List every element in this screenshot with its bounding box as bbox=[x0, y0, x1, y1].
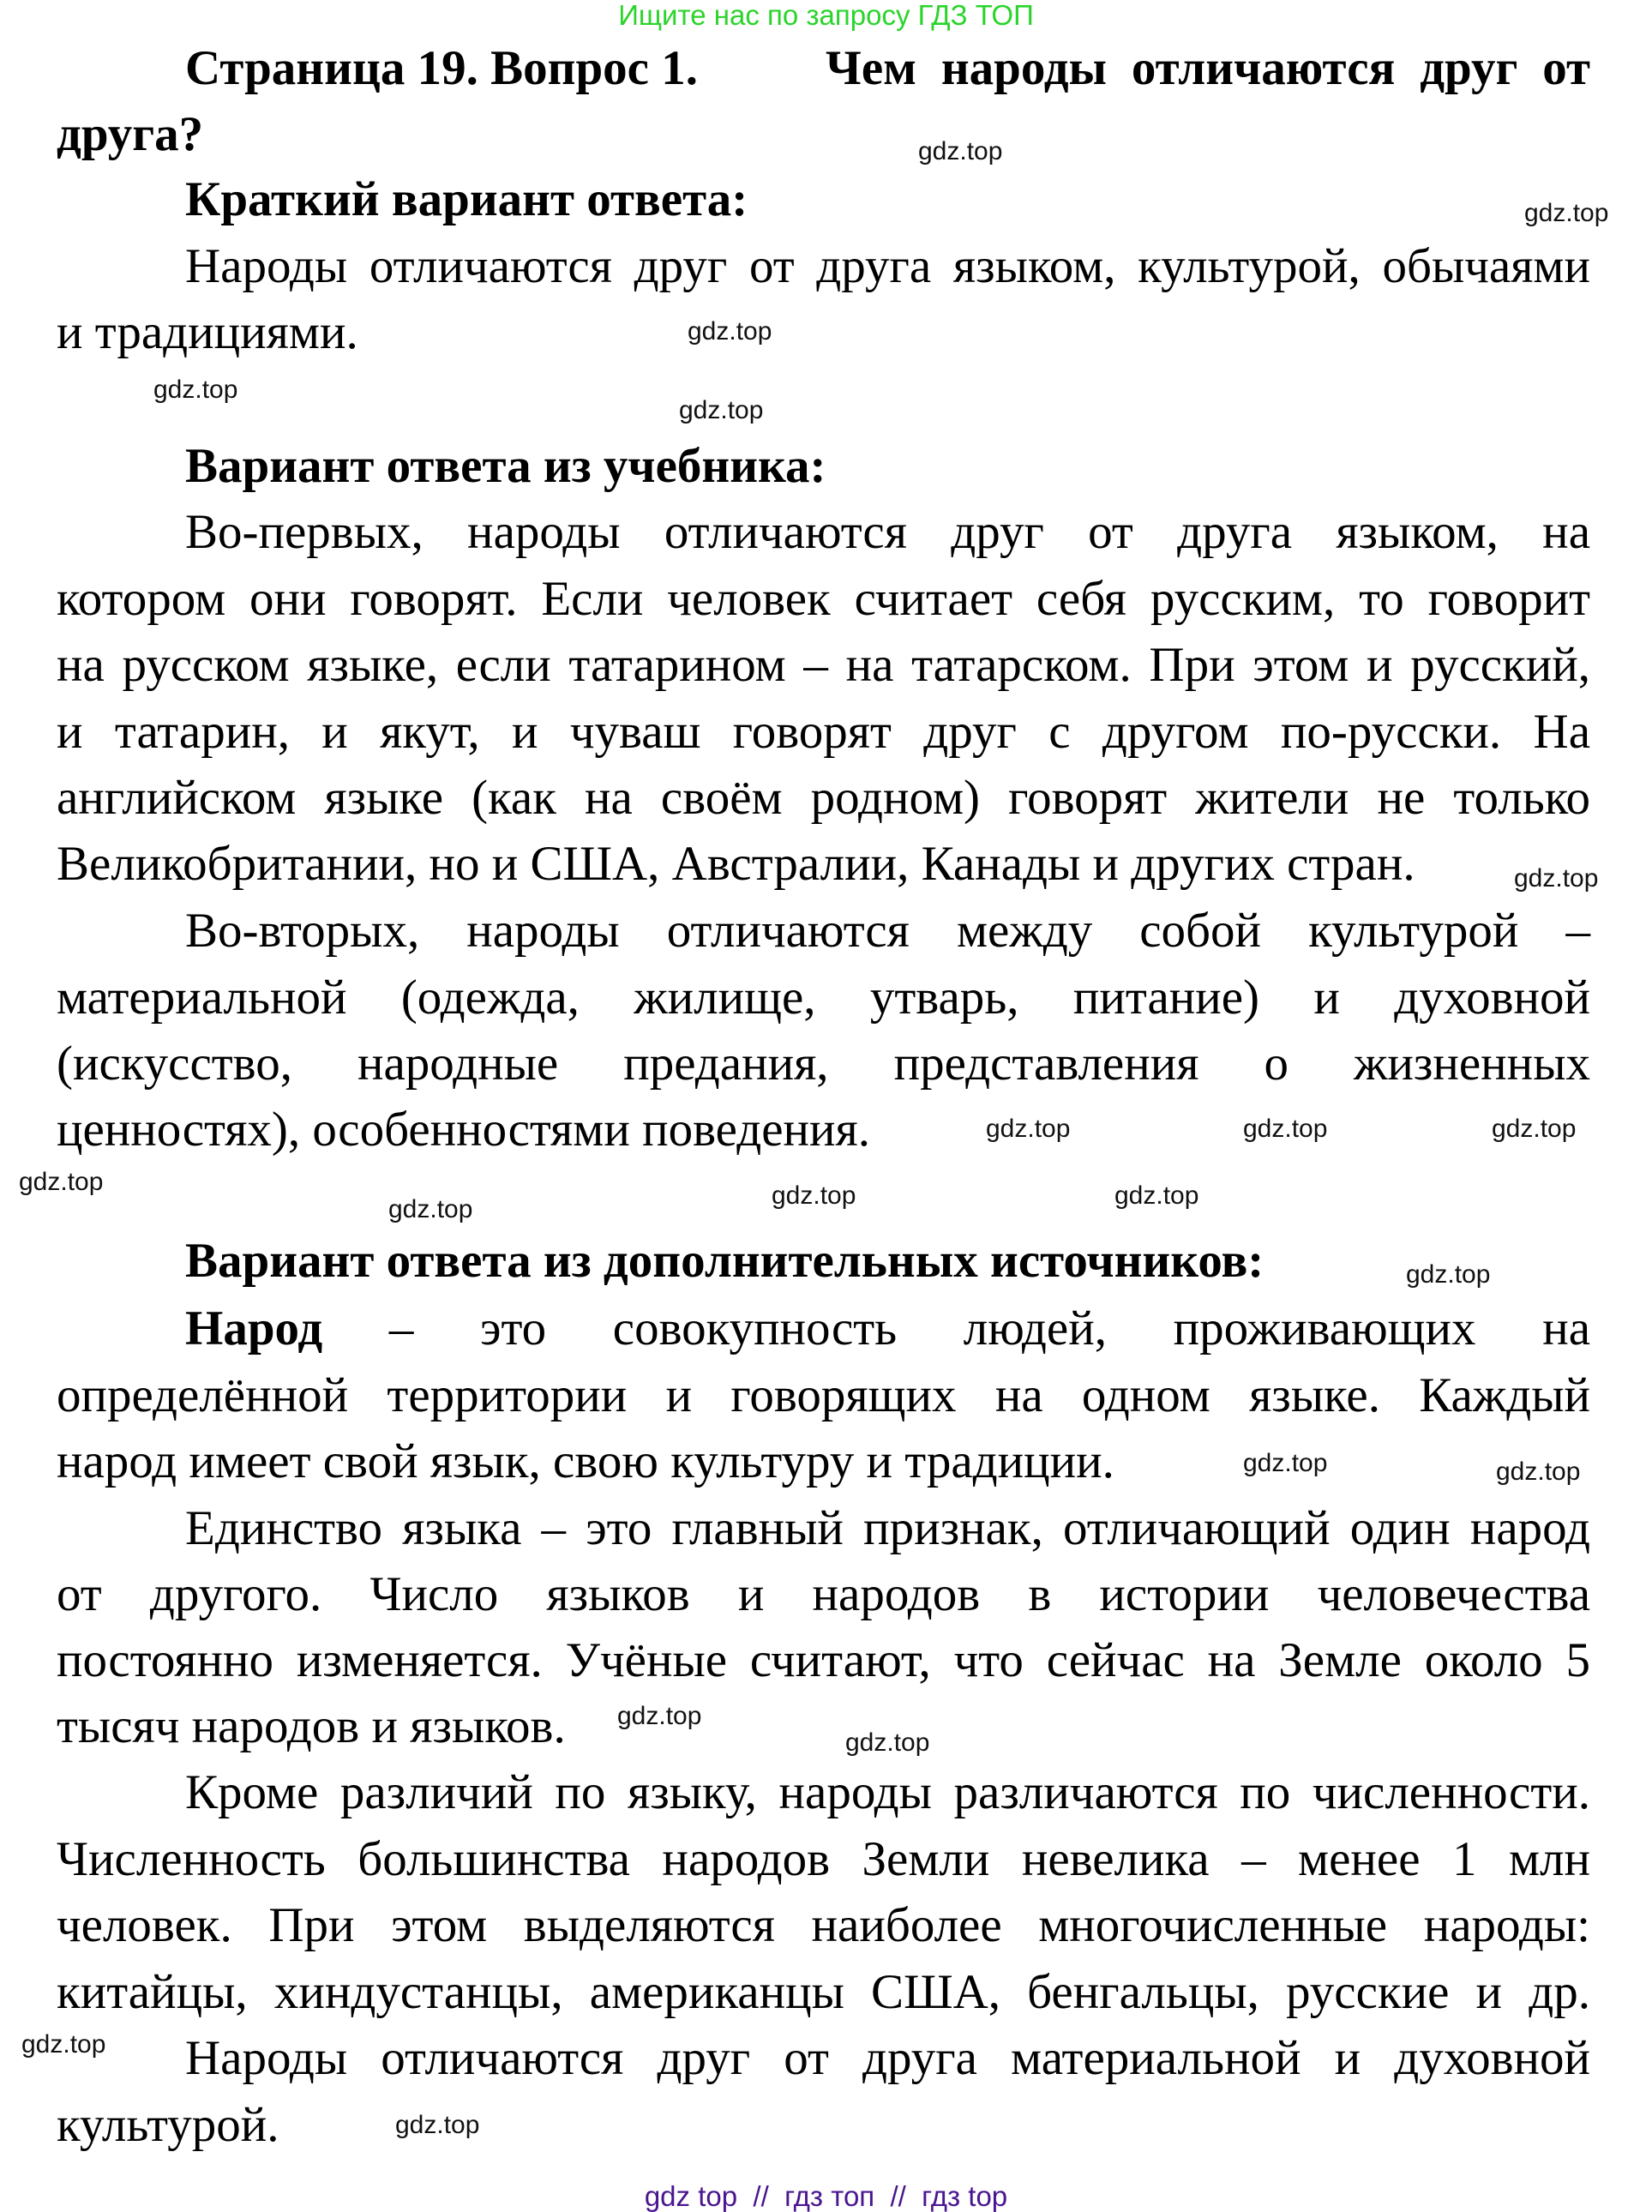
text-line: (искусство, народные предания, представления о жизненных bbox=[57, 1037, 1590, 1091]
text-line: и татарин, и якут, и чуваш говорят друг с другом по-русски. На bbox=[57, 705, 1590, 759]
term: Народ bbox=[185, 1301, 323, 1355]
watermark: gdz.top bbox=[1114, 1181, 1199, 1210]
watermark: gdz.top bbox=[1514, 864, 1599, 893]
text-line: определённой территории и говорящих на одном языке. Каждый bbox=[57, 1368, 1590, 1422]
watermark: gdz.top bbox=[395, 2111, 480, 2139]
watermark: gdz.top bbox=[617, 1702, 702, 1730]
extra-answer-heading: Вариант ответа из дополнительных источников: bbox=[185, 1234, 1265, 1288]
watermark: gdz.top bbox=[688, 317, 772, 346]
watermark: gdz.top bbox=[1243, 1449, 1328, 1477]
text-line: котором они говорят. Если человек считает себя русским, то говорит bbox=[57, 572, 1590, 626]
text-line: от другого. Число языков и народов в истории человечества bbox=[57, 1567, 1590, 1621]
watermark: gdz.top bbox=[153, 376, 238, 404]
text-line: китайцы, хиндустанцы, американцы США, бенгальцы, русские и др. bbox=[57, 1965, 1590, 2019]
watermark: gdz.top bbox=[1243, 1115, 1328, 1143]
text-line: тысяч народов и языков. bbox=[57, 1699, 566, 1753]
text-line: Народы отличаются друг от друга языком, культурой, обычаями bbox=[185, 239, 1590, 293]
watermark: gdz.top bbox=[845, 1728, 930, 1757]
question-title: Чем народы отличаются друг от bbox=[826, 41, 1590, 95]
text-line: Великобритании, но и США, Австралии, Канады и других стран. bbox=[57, 837, 1415, 891]
watermark: gdz.top bbox=[1492, 1115, 1577, 1143]
search-banner[interactable]: Ищите нас по запросу ГДЗ ТОП bbox=[618, 0, 1034, 31]
text-line: Кроме различий по языку, народы различаются по численности. bbox=[185, 1765, 1590, 1819]
watermark: gdz.top bbox=[388, 1195, 473, 1223]
watermark: gdz.top bbox=[21, 2030, 106, 2059]
watermark: gdz.top bbox=[1406, 1260, 1491, 1289]
text-line: народ имеет свой язык, свою культуру и традиции. bbox=[57, 1434, 1114, 1488]
text-line: ценностях), особенностями поведения. bbox=[57, 1103, 870, 1157]
text-line: на русском языке, если татарином – на татарском. При этом и русский, bbox=[57, 638, 1590, 692]
text-line: постоянно изменяется. Учёные считают, что сейчас на Земле около 5 bbox=[57, 1633, 1590, 1687]
watermark: gdz.top bbox=[1496, 1458, 1581, 1486]
question-title-cont: друга? bbox=[57, 107, 204, 161]
watermark: gdz.top bbox=[986, 1115, 1071, 1143]
footer-links[interactable]: gdz top // гдз топ // гдз top bbox=[644, 2180, 1008, 2212]
textbook-answer-heading: Вариант ответа из учебника: bbox=[185, 439, 826, 493]
text-line: Во-первых, народы отличаются друг от друга языком, на bbox=[185, 505, 1590, 559]
text-line: культурой. bbox=[57, 2098, 279, 2152]
text-line: Численность большинства народов Земли невелика – менее 1 млн bbox=[57, 1832, 1590, 1886]
text-line: человек. При этом выделяются наиболее многочисленные народы: bbox=[57, 1898, 1590, 1952]
watermark: gdz.top bbox=[772, 1181, 856, 1210]
text-line bbox=[185, 1296, 1590, 1361]
watermark: gdz.top bbox=[918, 137, 1003, 165]
text-line: материальной (одежда, жилище, утварь, питание) и духовной bbox=[57, 971, 1590, 1025]
text-line: Народы отличаются друг от друга материальной и духовной bbox=[185, 2031, 1590, 2085]
text-line: Единство языка – это главный признак, отличающий один народ bbox=[185, 1501, 1590, 1555]
text-line: английском языке (как на своём родном) говорят жители не только bbox=[57, 771, 1590, 825]
definition: – это совокупность людей, проживающих на bbox=[388, 1301, 1590, 1355]
watermark: gdz.top bbox=[1524, 199, 1609, 227]
short-answer-heading: Краткий вариант ответа: bbox=[185, 172, 748, 226]
text-line: и традициями. bbox=[57, 305, 358, 359]
question-number: Страница 19. Вопрос 1. bbox=[185, 41, 698, 95]
text-line: Во-вторых, народы отличаются между собой культурой – bbox=[185, 904, 1590, 958]
watermark: gdz.top bbox=[19, 1168, 104, 1196]
watermark: gdz.top bbox=[679, 396, 764, 424]
